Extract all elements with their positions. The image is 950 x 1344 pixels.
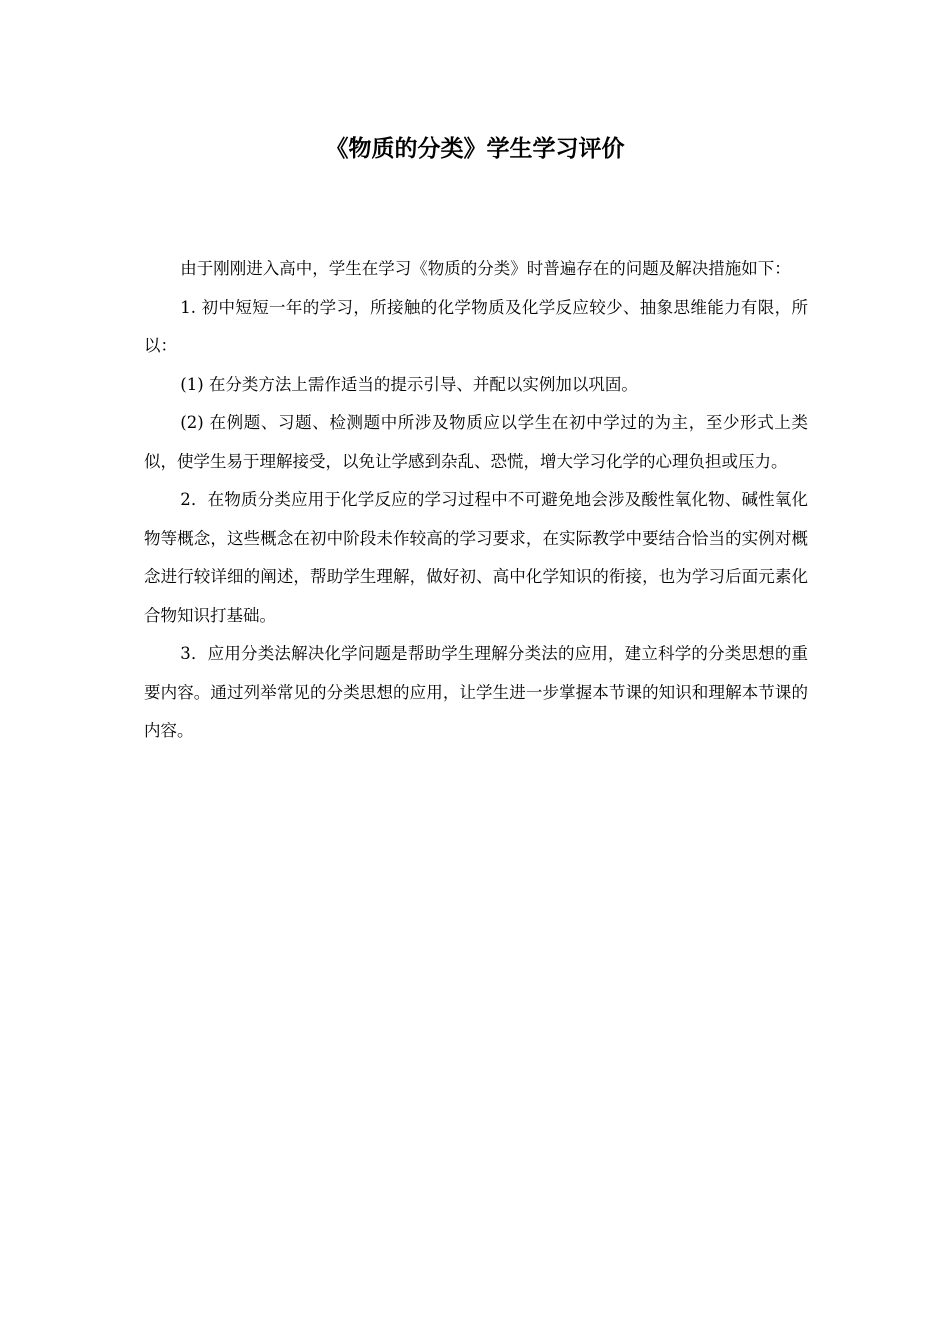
paragraph-point-2: 2．在物质分类应用于化学反应的学习过程中不可避免地会涉及酸性氧化物、碱性氧化物等概念，这些概念在初中阶段未作较高的学习要求，在实际教学中要结合恰当的实例对概念进行较详细的阐述，帮助学生理解，做好初、高中化学知识的衔接，也为学习后面元素化合物知识打基础。 <box>144 490 808 625</box>
paragraph-point-1-sub-2: (2) 在例题、习题、检测题中所涉及物质应以学生在初中学过的为主，至少形式上类似，使学生易于理解接受，以免让学感到杂乱、恐慌，增大学习化学的心理负担或压力。 <box>144 413 808 471</box>
paragraph-point-1-sub-1: (1) 在分类方法上需作适当的提示引导、并配以实例加以巩固。 <box>180 374 638 394</box>
page-title: 《物质的分类》学生学习评价 <box>325 136 625 162</box>
paragraph-intro: 由于刚刚进入高中，学生在学习《物质的分类》时普遍存在的问题及解决措施如下： <box>180 259 791 278</box>
document-body <box>144 250 808 751</box>
paragraph-point-1: 1. 初中短短一年的学习，所接触的化学物质及化学反应较少、抽象思维能力有限，所以： <box>144 297 808 355</box>
paragraph-point-3: 3．应用分类法解决化学问题是帮助学生理解分类法的应用，建立科学的分类思想的重要内容。通过列举常见的分类思想的应用，让学生进一步掌握本节课的知识和理解本节课的内容。 <box>144 644 808 740</box>
